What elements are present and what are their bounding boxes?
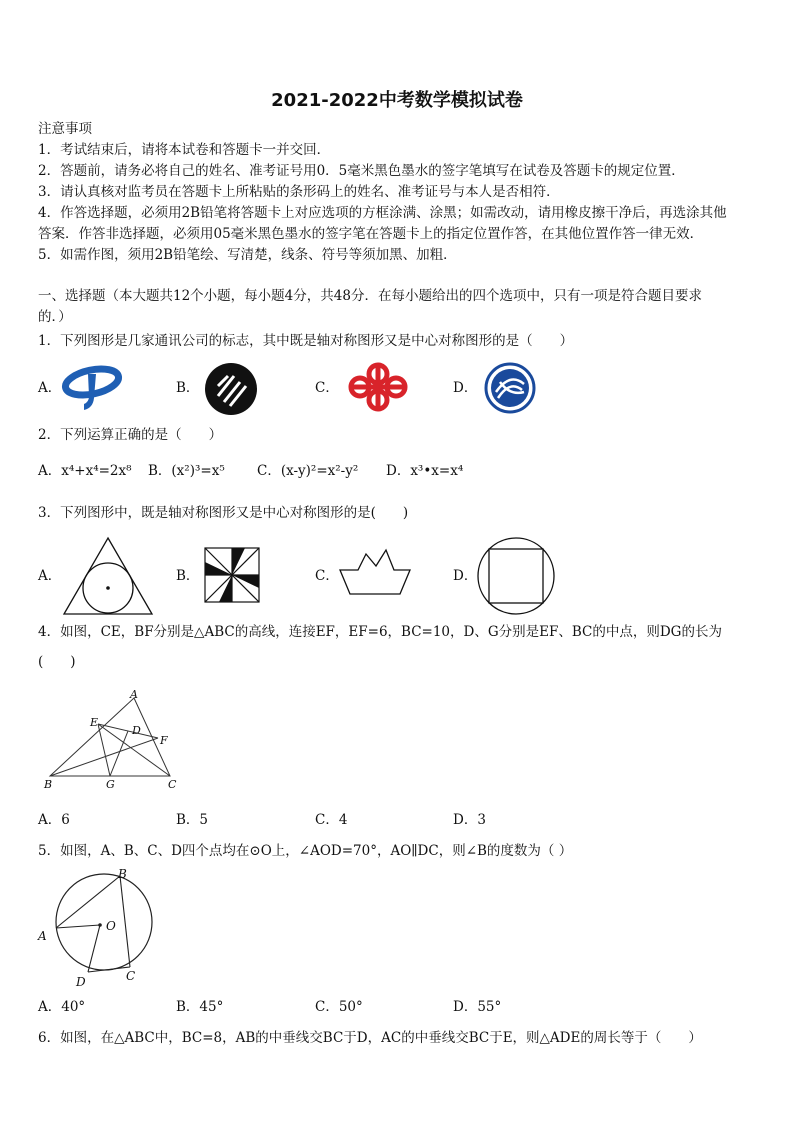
notice-item: 答案．作答非选择题，必须用05毫米黑色墨水的签字笔在答题卡上的指定位置作答，在其他位置作答一律无效． — [38, 226, 704, 242]
q2-option-a: A．x⁴+x⁴=2x⁸ — [38, 463, 132, 479]
pinwheel-icon — [203, 546, 261, 604]
q3-stem: 3．下列图形中，既是轴对称图形又是中心对称图形的是( ) — [38, 505, 409, 521]
notice-item: 5．如需作图，须用2B铅笔绘、写清楚，线条、符号等须加黑、加粗． — [38, 247, 457, 263]
section-header-cont: 的．） — [38, 309, 72, 325]
q2-option-c: C．(x-y)²=x²-y² — [257, 463, 359, 479]
notice-item: 3．请认真核对监考员在答题卡上所粘贴的条形码上的姓名、准考证号与本人是否相符． — [38, 184, 560, 200]
point-e-label: E — [90, 716, 99, 729]
section-header: 一、选择题（本大题共12个小题，每小题4分，共48分．在每小题给出的四个选项中，只有一项是符合题目要求 — [38, 288, 702, 304]
q3-option-b-label: B． — [176, 568, 200, 584]
point-b-label: B — [44, 778, 53, 791]
q1-option-b-label: B． — [176, 380, 200, 396]
q1-stem: 1．下列图形是几家通讯公司的标志，其中既是轴对称图形又是中心对称图形的是（ ） — [38, 333, 574, 349]
boat-shape-icon — [338, 548, 412, 596]
q5-option-b: B．45° — [176, 999, 224, 1015]
q4-option-b: B．5 — [176, 812, 209, 828]
q2-stem: 2．下列运算正确的是（ ） — [38, 427, 223, 443]
q4-stem-cont: ( ) — [38, 654, 76, 670]
china-telecom-logo-icon — [62, 362, 122, 414]
notice-item: 1．考试结束后，请将本试卷和答题卡一并交回． — [38, 142, 331, 158]
q5-circle-figure — [34, 866, 158, 990]
square-in-circle-icon — [476, 536, 556, 616]
page-title: 2021-2022中考数学模拟试卷 — [271, 90, 523, 111]
q6-stem: 6．如图，在△ABC中，BC=8，AB的中垂线交BC于D，AC的中垂线交BC于E，则△ADE的周长等于（ ） — [38, 1030, 702, 1046]
point-a-label: A — [38, 929, 47, 943]
point-d-label: D — [76, 975, 86, 989]
china-unicom-knot-icon — [342, 362, 414, 412]
q1-option-d-label: D． — [453, 380, 478, 396]
q4-stem: 4．如图，CE，BF分别是△ABC的高线，连接EF，EF=6，BC=10，D、G分别是EF、BC的中点，则DG的长为 — [38, 624, 722, 640]
point-c-label: C — [126, 969, 136, 983]
triangle-incircle-icon — [62, 536, 154, 616]
q5-option-a: A．40° — [38, 999, 86, 1015]
notice-item: 2．答题前，请务必将自己的姓名、准考证号用0．5毫米黑色墨水的签字笔填写在试卷及答题卡的规定位置． — [38, 163, 685, 179]
point-d-label: D — [132, 724, 141, 737]
black-circle-logo-icon — [204, 362, 258, 416]
q1-option-c-label: C． — [315, 380, 339, 396]
china-mobile-logo-icon — [484, 362, 536, 414]
point-o-label: O — [106, 919, 116, 933]
point-a-label: A — [130, 688, 138, 701]
notice-item: 4．作答选择题，必须用2B铅笔将答题卡上对应选项的方框涂满、涂黑；如需改动，请用橡皮擦干净后，再选涂其他 — [38, 205, 727, 221]
q5-stem: 5．如图，A、B、C、D四个点均在⊙O上，∠AOD=70°，AO∥DC，则∠B的度数为（ ） — [38, 843, 573, 859]
q1-option-a-label: A． — [38, 380, 62, 396]
notice-heading: 注意事项 — [38, 121, 92, 137]
q4-option-a: A．6 — [38, 812, 70, 828]
q4-option-d: D．3 — [453, 812, 486, 828]
point-f-label: F — [160, 734, 168, 747]
point-b-label: B — [118, 867, 127, 881]
point-c-label: C — [168, 778, 177, 791]
q2-option-d: D．x³•x=x⁴ — [386, 463, 464, 479]
q4-triangle-figure — [40, 690, 186, 794]
q3-option-a-label: A． — [38, 568, 62, 584]
point-g-label: G — [106, 778, 115, 791]
q4-option-c: C．4 — [315, 812, 348, 828]
q3-option-d-label: D． — [453, 568, 478, 584]
q2-option-b: B．(x²)³=x⁵ — [148, 463, 225, 479]
q3-option-c-label: C． — [315, 568, 339, 584]
q5-option-c: C．50° — [315, 999, 363, 1015]
q5-option-d: D．55° — [453, 999, 502, 1015]
